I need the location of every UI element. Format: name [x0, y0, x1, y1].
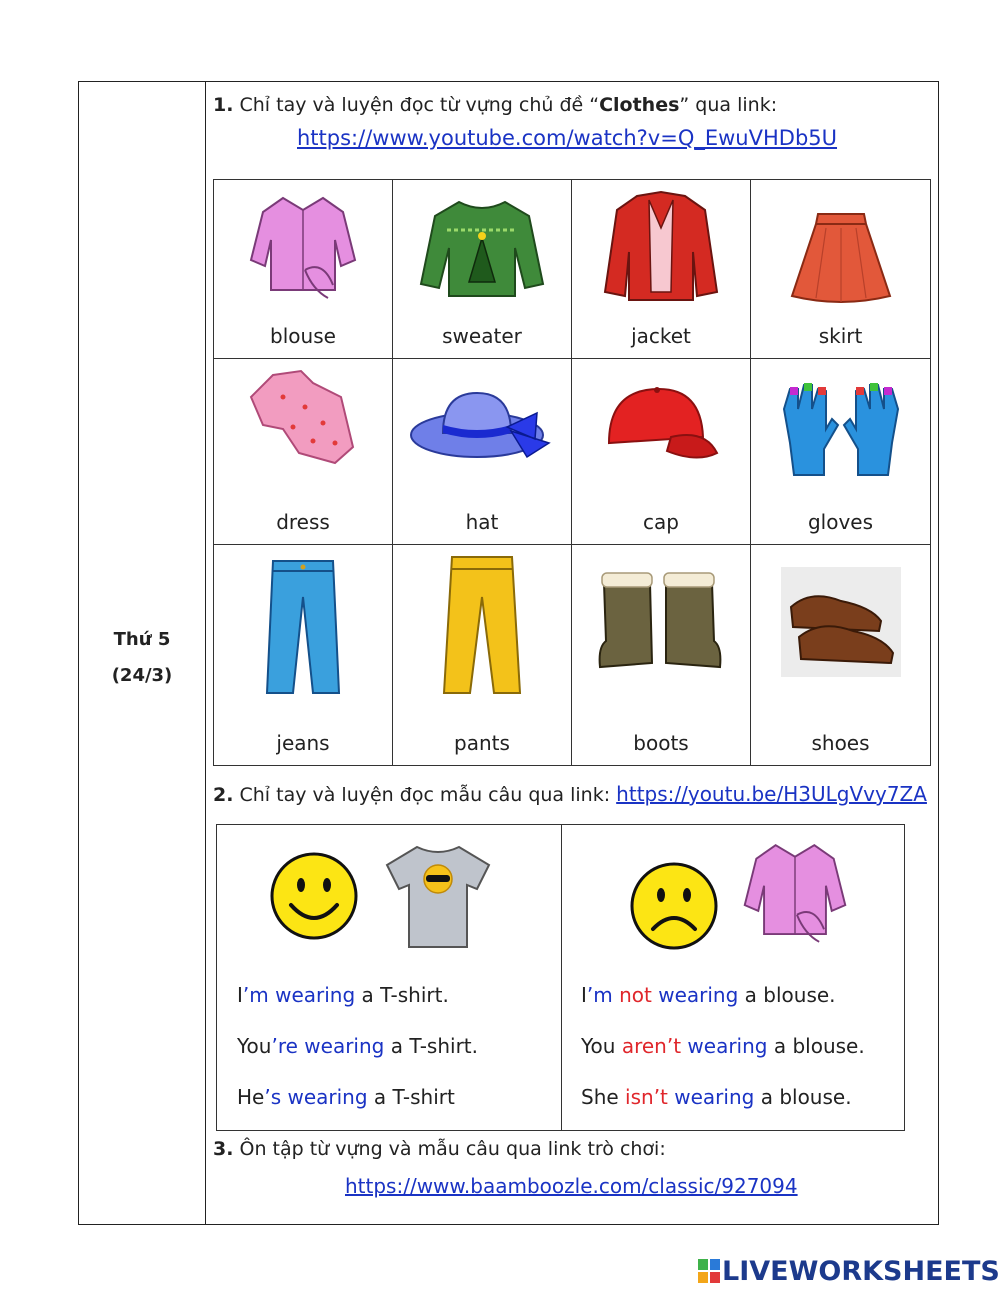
vocab-label: hat	[465, 510, 499, 534]
vocab-label: dress	[276, 510, 330, 534]
day-label	[79, 622, 205, 694]
vocab-label: jacket	[631, 324, 691, 348]
negation: aren’t	[615, 1034, 682, 1058]
task-1-number: 1.	[213, 94, 234, 116]
shoes-icon	[781, 567, 901, 677]
boots-icon	[596, 567, 726, 677]
vocab-label: jeans	[276, 731, 330, 755]
pronoun: He	[237, 1085, 265, 1109]
object: a T-shirt	[367, 1085, 455, 1109]
vocab-cell-pants	[393, 545, 572, 765]
vocab-cell-sweater	[393, 180, 572, 359]
blouse-icon	[243, 190, 363, 305]
object: a blouse.	[767, 1034, 865, 1058]
pronoun: You	[581, 1034, 616, 1058]
blouse-small-icon	[737, 835, 853, 951]
vocab-label: shoes	[811, 731, 870, 755]
vocab-cell-jeans	[214, 545, 393, 765]
task-3-number: 3.	[213, 1138, 234, 1160]
vocab-cell-shoes	[751, 545, 930, 765]
vocab-label: gloves	[807, 510, 874, 534]
object: a blouse.	[754, 1085, 852, 1109]
pronoun: You	[237, 1034, 272, 1058]
day-name: Thứ 5	[113, 629, 171, 650]
task-2-instruction	[213, 782, 927, 806]
task-1-topic: Clothes	[599, 94, 680, 116]
liveworksheets-mark-icon	[698, 1259, 720, 1283]
negative-sentence-2	[581, 1034, 865, 1058]
verb-contraction: ’m	[586, 983, 613, 1007]
vocab-label: blouse	[270, 324, 336, 348]
jeans-icon	[263, 557, 343, 697]
vocab-label: cap	[643, 510, 679, 534]
verb: wearing	[681, 1034, 768, 1058]
verb: wearing	[667, 1085, 755, 1109]
object: a T-shirt.	[355, 983, 449, 1007]
vocab-cell-dress	[214, 359, 393, 545]
verb-phrase: ’re wearing	[271, 1034, 385, 1058]
vocab-label: boots	[633, 731, 689, 755]
liveworksheets-logo	[698, 1256, 1000, 1287]
task-3-text: Ôn tập từ vựng và mẫu câu qua link trò chơi:	[233, 1138, 666, 1160]
vocab-cell-cap	[572, 359, 751, 545]
task-1-text: Chỉ tay và luyện đọc từ vựng chủ đề “	[233, 94, 600, 116]
vocab-label: pants	[454, 731, 510, 755]
object: a T-shirt.	[384, 1034, 479, 1058]
positive-sentence-3	[237, 1085, 455, 1109]
task-2-text: Chỉ tay và luyện đọc mẫu câu qua link:	[233, 784, 617, 806]
verb-phrase: ’m wearing	[242, 983, 356, 1007]
happy-face-icon	[269, 851, 359, 941]
day-date: (24/3)	[111, 665, 173, 686]
task-1-instruction	[213, 94, 777, 116]
sentence-table	[216, 824, 905, 1131]
day-column	[79, 82, 206, 1224]
verb: wearing	[651, 983, 739, 1007]
positive-sentence-2	[237, 1034, 478, 1058]
vocab-label: sweater	[442, 324, 522, 348]
vocab-cell-boots	[572, 545, 751, 765]
negative-sentence-1	[581, 983, 836, 1007]
pants-icon	[442, 553, 522, 698]
tshirt-icon	[383, 841, 493, 951]
negation: not	[612, 983, 652, 1007]
object: a blouse.	[738, 983, 836, 1007]
vocab-cell-skirt	[751, 180, 930, 359]
sentence-divider	[561, 825, 562, 1130]
vocab-cell-hat	[393, 359, 572, 545]
task-1-link[interactable]: https://www.youtube.com/watch?v=Q_EwuVHDb5U	[297, 126, 838, 150]
skirt-icon	[786, 208, 896, 308]
task-1-text-end: ” qua link:	[679, 94, 778, 116]
vocab-cell-gloves	[751, 359, 930, 545]
task-2-link[interactable]: https://youtu.be/H3ULgVvy7ZA	[616, 782, 927, 806]
pronoun: I	[237, 983, 243, 1007]
gloves-icon	[776, 379, 906, 479]
sweater-icon	[417, 192, 547, 302]
logo-text: LIVEWORKSHEETS	[722, 1256, 1000, 1287]
vocab-cell-blouse	[214, 180, 393, 359]
pronoun: She	[581, 1085, 619, 1109]
negation: isn’t	[618, 1085, 668, 1109]
vocab-label: skirt	[818, 324, 863, 348]
lesson-table	[78, 81, 939, 1225]
task-3-instruction	[213, 1138, 666, 1160]
task-2-number: 2.	[213, 784, 234, 806]
jacket-icon	[601, 188, 721, 306]
negative-sentence-3	[581, 1085, 852, 1109]
dress-icon	[243, 367, 363, 467]
verb-phrase: ’s wearing	[264, 1085, 368, 1109]
positive-sentence-1	[237, 983, 449, 1007]
task-3-link[interactable]: https://www.baamboozle.com/classic/927094	[345, 1174, 798, 1198]
vocabulary-grid	[213, 179, 931, 766]
sad-face-icon	[629, 861, 719, 951]
hat-icon	[407, 387, 557, 467]
cap-icon	[601, 381, 721, 471]
pronoun: I	[581, 983, 587, 1007]
vocab-cell-jacket	[572, 180, 751, 359]
